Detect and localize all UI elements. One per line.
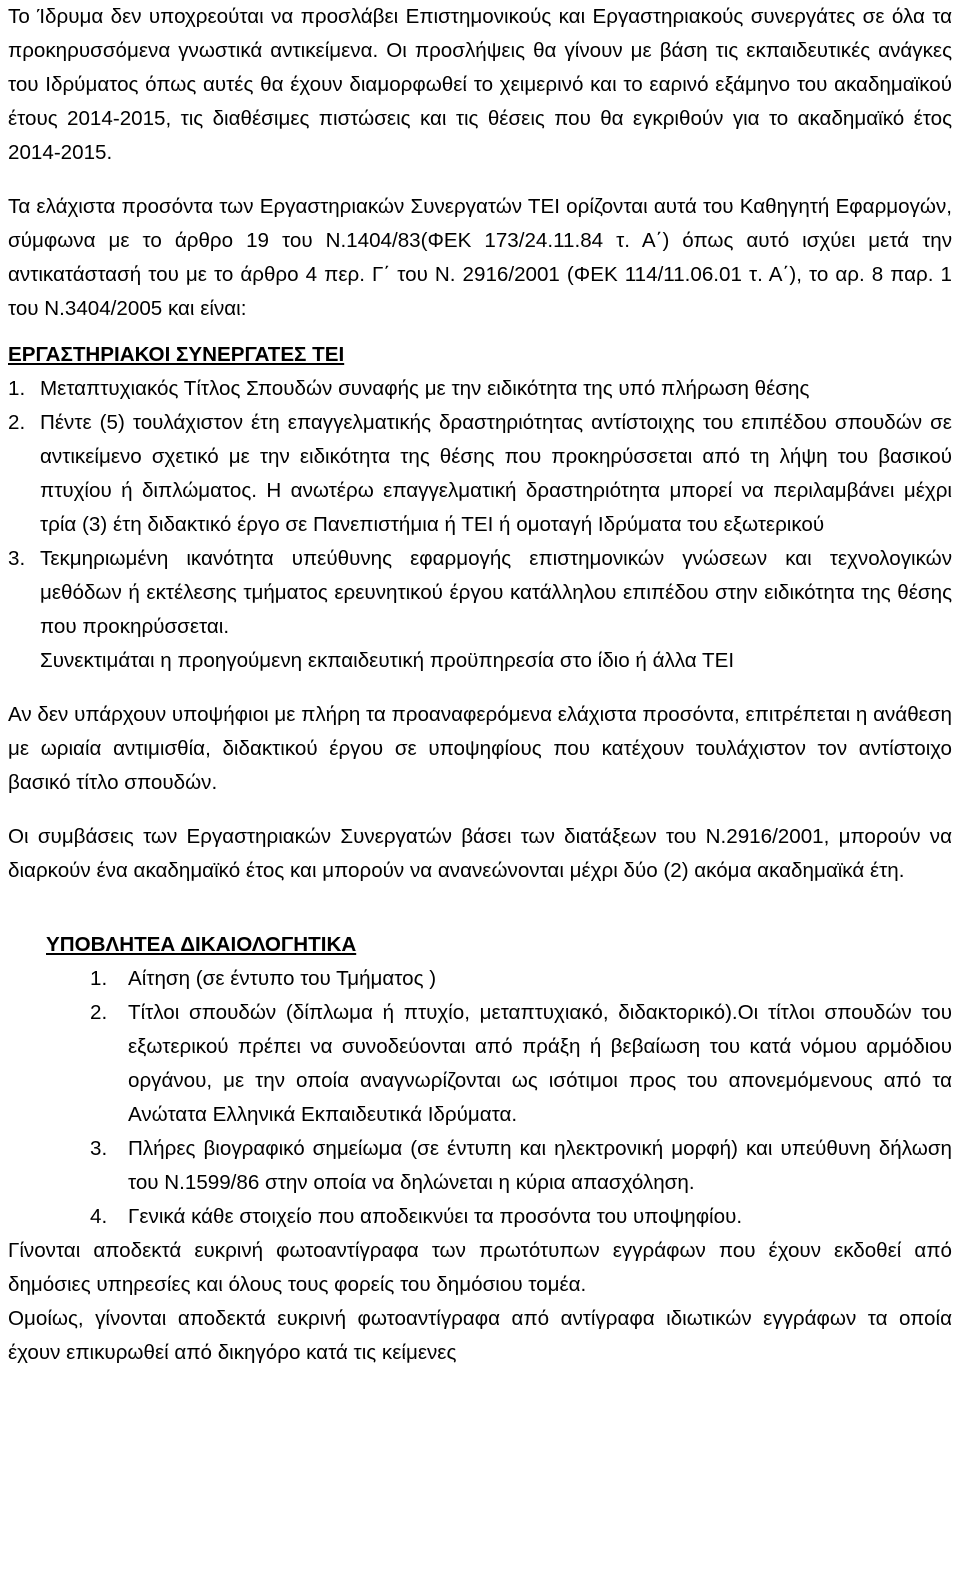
lab-section-note: Συνεκτιμάται η προηγούμενη εκπαιδευτική προϋπηρεσία στο ίδιο ή άλλα ΤΕΙ: [40, 649, 735, 672]
list-item: [8, 1132, 952, 1200]
list-item: [8, 962, 952, 996]
list-item-number: 1.: [8, 377, 26, 400]
list-item-text: Μεταπτυχιακός Τίτλος Σπουδών συναφής με την ειδικότητα της υπό πλήρωση θέσης: [40, 377, 810, 400]
list-item-number: 4.: [90, 1205, 108, 1228]
lab-requirements-list: [8, 372, 952, 644]
list-item: [8, 406, 952, 542]
list-item-text: Γενικά κάθε στοιχείο που αποδεικνύει τα προσόντα του υποψηφίου.: [128, 1205, 743, 1228]
list-item: [8, 1200, 952, 1234]
list-item-text: Τίτλοι σπουδών (δίπλωμα ή πτυχίο, μεταπτυχιακό, διδακτορικό).Οι τίτλοι σπουδών του εξωτερικού πρέπει να συνοδεύονται από πράξη ή βεβαίωση του κατά νόμου αρμόδιου οργάνου, με την οποία αναγνωρίζονται ως ισότιμοι προς του απονεμόμενους από τα Ανώτατα Ελληνικά Εκπαιδευτικά Ιδρύματα.: [128, 1001, 952, 1126]
lab-collaborators-section: [8, 338, 952, 678]
list-item: [8, 372, 952, 406]
list-item-number: 3.: [90, 1137, 108, 1160]
intro-paragraph-1: Το Ίδρυμα δεν υποχρεούται να προσλάβει Επιστημονικούς και Εργαστηριακούς συνεργάτες σε όλα τα προκηρυσσόμενα γνωστικά αντικείμενα. Οι προσλήψεις θα γίνουν με βάση τις εκπαιδευτικές ανάγκες του Ιδρύματος όπως αυτές θα έχουν διαμορφωθεί το χειμερινό και το εαρινό εξάμηνο του ακαδημαϊκού έτους 2014-2015, τις διαθέσιμες πιστώσεις και τις θέσεις που θα εγκριθούν για το ακαδημαϊκό έτος 2014-2015.: [8, 5, 952, 164]
required-documents-section: [8, 928, 952, 1234]
body-paragraph-1: Αν δεν υπάρχουν υποψήφιοι με πλήρη τα προαναφερόμενα ελάχιστα προσόντα, επιτρέπεται η ανάθεση με ωριαία αντιμισθία, διδακτικού έργου σε υποψηφίους που κατέχουν τουλάχιστον τον αντίστοιχο βασικό τίτλο σπουδών.: [8, 703, 952, 794]
closing-paragraph-2: Ομοίως, γίνονται αποδεκτά ευκρινή φωτοαντίγραφα από αντίγραφα ιδιωτικών εγγράφων τα οποία έχουν επικυρωθεί από δικηγόρο κατά τις κείμενες: [8, 1307, 952, 1364]
documents-list: [8, 962, 952, 1234]
list-item-number: 1.: [90, 967, 108, 990]
list-item: [8, 996, 952, 1132]
closing-paragraph-1: Γίνονται αποδεκτά ευκρινή φωτοαντίγραφα των πρωτότυπων εγγράφων που έχουν εκδοθεί από δημόσιες υπηρεσίες και όλους τους φορείς του δημόσιου τομέα.: [8, 1239, 952, 1296]
body-paragraph-2: Οι συμβάσεις των Εργαστηριακών Συνεργατών βάσει των διατάξεων του Ν.2916/2001, μπορούν να διαρκούν ένα ακαδημαϊκό έτος και μπορούν να ανανεώνονται μέχρι δύο (2) ακόμα ακαδημαϊκά έτη.: [8, 825, 952, 882]
list-item-text: Πλήρες βιογραφικό σημείωμα (σε έντυπη και ηλεκτρονική μορφή) και υπεύθυνη δήλωση του Ν.1599/86 στην οποία να δηλώνεται η κύρια απασχόληση.: [128, 1137, 952, 1194]
list-item-text: Αίτηση (σε έντυπο του Τμήματος ): [128, 967, 437, 990]
list-item-number: 2.: [8, 411, 26, 434]
list-item-number: 2.: [90, 1001, 108, 1024]
list-item-text: Πέντε (5) τουλάχιστον έτη επαγγελματικής δραστηριότητας αντίστοιχης του επιπέδου σπουδών σε αντικείμενο σχετικό με την ειδικότητα της θέσης που προκηρύσσεται από τη λήψη του βασικού πτυχίου ή διπλώματος. Η ανωτέρω επαγγελματική δραστηριότητα μπορεί να περιλαμβάνει μέχρι τρία (3) έτη διδακτικό έργο σε Πανεπιστήμια ή ΤΕΙ ή ομοταγή Ιδρύματα του εξωτερικού: [40, 411, 952, 536]
lab-section-heading: ΕΡΓΑΣΤΗΡΙΑΚΟΙ ΣΥΝΕΡΓΑΤΕΣ ΤΕΙ: [8, 343, 345, 366]
documents-section-heading: ΥΠΟΒΛΗΤΕΑ ΔΙΚΑΙΟΛΟΓΗΤΙΚΑ: [46, 933, 357, 956]
list-item-number: 3.: [8, 547, 26, 570]
list-item-text: Τεκμηριωμένη ικανότητα υπεύθυνης εφαρμογής επιστημονικών γνώσεων και τεχνολογικών μεθόδων ή εκτέλεσης τμήματος ερευνητικού έργου κατάλληλου επιπέδου στην ειδικότητα της θέσης που προκηρύσσεται.: [40, 547, 952, 638]
list-item: [8, 542, 952, 644]
intro-paragraph-2: Τα ελάχιστα προσόντα των Εργαστηριακών Συνεργατών ΤΕΙ ορίζονται αυτά του Καθηγητή Εφαρμογών, σύμφωνα με το άρθρο 19 του Ν.1404/83(ΦΕΚ 173/24.11.84 τ. Α΄) όπως αυτό ισχύει μετά την αντικατάστασή του με το άρθρο 4 περ. Γ΄ του Ν. 2916/2001 (ΦΕΚ 114/11.06.01 τ. Α΄), το αρ. 8 παρ. 1 του Ν.3404/2005 και είναι:: [8, 195, 952, 320]
